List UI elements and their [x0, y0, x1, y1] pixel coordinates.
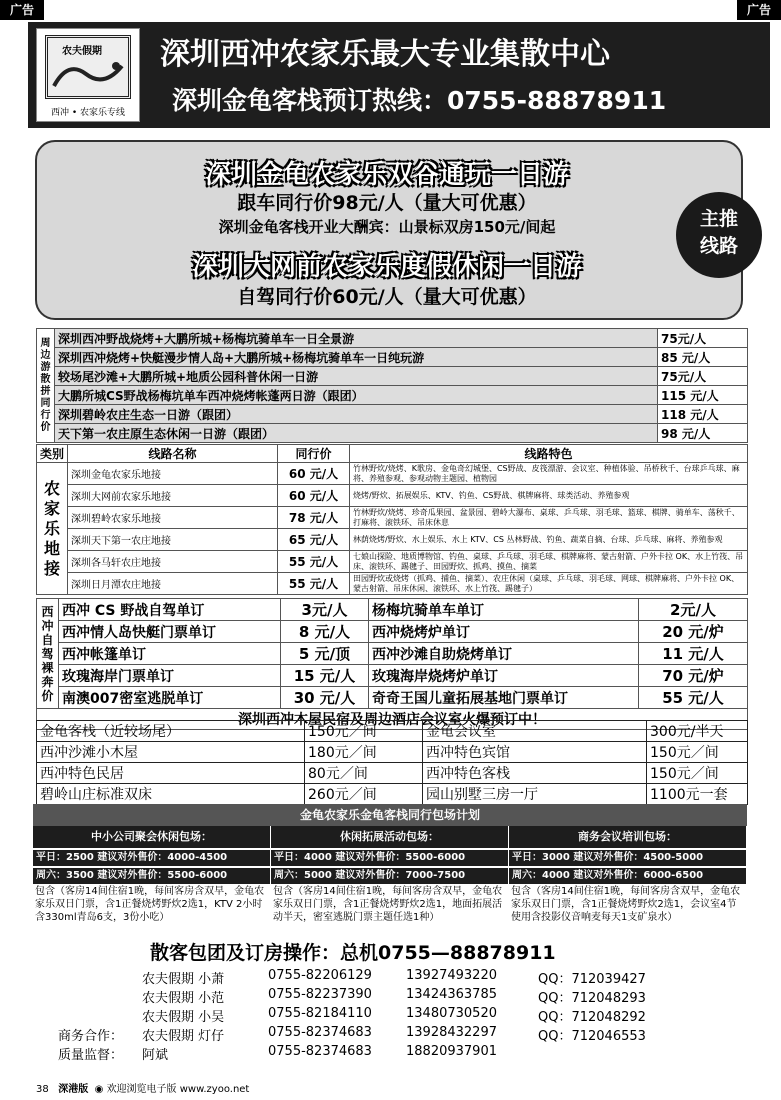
tour-row	[37, 405, 748, 424]
self-price-a: 30 元/人	[281, 687, 369, 709]
contact-t: 0755-82184110	[268, 1006, 372, 1021]
contact-n: 农夫假期 灯仔	[142, 1029, 225, 1044]
farm-price: 78 元/人	[278, 507, 350, 529]
self-price-a: 15 元/人	[281, 665, 369, 687]
farm-row	[37, 485, 748, 507]
self-price-a: 3元/人	[281, 599, 369, 621]
contact-n: 农夫假期 小范	[142, 991, 225, 1006]
tours-table	[36, 328, 748, 443]
plan-title: 金龟农家乐金龟客栈同行包场计划	[33, 804, 747, 826]
room-a-price: 260元／间	[305, 784, 423, 805]
room-row	[37, 742, 748, 763]
plan-weekday: 平日：2500 建议对外售价：4000-4500	[33, 850, 270, 866]
self-item-b: 奇奇王国儿童拓展基地门票单订	[369, 687, 639, 709]
hotline: 深圳金龟客栈预订热线：0755-88878911	[172, 86, 667, 115]
footer-logo-icon: ◉	[94, 1084, 104, 1095]
room-b: 金龟会议室	[423, 721, 647, 742]
package-plan	[33, 804, 747, 925]
self-row	[37, 665, 748, 687]
plan-col-title: 休闲拓展活动包场：	[271, 826, 508, 848]
farm-name: 深圳金龟农家乐地接	[68, 463, 278, 485]
room-b: 园山别墅三房一厅	[423, 784, 647, 805]
room-row	[37, 721, 748, 742]
room-b: 西冲特色客栈	[423, 763, 647, 784]
plan-includes: 包含（客房14间住宿1晚，每间客房含双早，金龟农家乐双日门票，含1正餐烧烤野炊2选1，地面拓展活动半天，密室逃脱门票主题任选1种）	[271, 884, 508, 925]
farm-name: 深圳日月潭农庄地接	[68, 573, 278, 595]
self-price-b: 2元/人	[639, 599, 748, 621]
plan-saturday: 周六：4000 建议对外售价：6000-6500	[509, 868, 746, 884]
tour-price: 118 元/人	[658, 405, 748, 424]
farm-row	[37, 529, 748, 551]
promo-line-4: 深圳大网前农家乐度假休闲一日游	[191, 252, 582, 282]
farm-features: 七娘山探险、地质博物馆、钓鱼、桌球、乒乓球、羽毛球、棋牌麻将、蒙古射箭、户外卡拉 OK、水上竹筏、吊床、滚铁环、踢毽子、田园野炊、抓鸡、摸鱼、摘菜	[350, 551, 748, 573]
farm-features: 烧烤/野炊、拓展娱乐、KTV、钓鱼、CS野战、棋牌麻将、球类活动、养殖参观	[350, 485, 748, 507]
tour-name: 深圳西冲烧烤+快艇漫步情人岛+大鹏所城+杨梅坑骑单车一日纯玩游	[55, 348, 658, 367]
self-item-a: 西冲帐篷单订	[59, 643, 281, 665]
tour-name: 深圳碧岭农庄生态一日游（跟团）	[55, 405, 658, 424]
contact-n: 农夫假期 小吴	[142, 1010, 225, 1025]
farm-features: 田园野炊或烧烤（抓鸡、捕鱼、摘菜）、农庄休闲（桌球、乒乓球、羽毛球、网球、棋牌麻将、户外卡拉 OK、蒙古射箭、吊床休闲、滚铁环、水上竹筏、踢毽子）	[350, 573, 748, 595]
self-item-b: 玫瑰海岸烧烤炉单订	[369, 665, 639, 687]
tour-name: 较场尾沙滩+大鹏所城+地质公园科普休闲一日游	[55, 367, 658, 386]
farm-features: 竹林野炊/烧烤、珍奇瓜果园、盆景园、碧岭大瀑布、桌球、乒乓球、羽毛球、篮球、棋牌、骑单车、荡秋千、打麻将、滚铁环、吊床休息	[350, 507, 748, 529]
farm-features: 林荫烧烤/野炊、水上娱乐、水上 KTV、CS 丛林野战、钓鱼、蔬菜自摘、台球、乒乓球、麻将、养殖参观	[350, 529, 748, 551]
tour-name: 天下第一农庄原生态休闲一日游（跟团）	[55, 424, 658, 443]
contact-pre: 质量监督：	[58, 1048, 124, 1063]
farm-row	[37, 573, 748, 595]
plan-saturday: 周六：3500 建议对外售价：5500-6000	[33, 868, 270, 884]
tour-price: 115 元/人	[658, 386, 748, 405]
self-label: 西冲自驾裸奔价	[37, 599, 59, 709]
ad-tag-right: 广告	[737, 0, 781, 20]
self-row	[37, 687, 748, 709]
room-a-price: 180元／间	[305, 742, 423, 763]
tour-row	[37, 386, 748, 405]
self-item-b: 西冲烧烤炉单订	[369, 621, 639, 643]
contact-q: QQ：712048293	[538, 991, 646, 1006]
contact-q: QQ：712048292	[538, 1010, 646, 1025]
contact-m: 13480730520	[406, 1006, 497, 1021]
farm-name: 深圳各马轩农庄地接	[68, 551, 278, 573]
plan-includes: 包含（客房14间住宿1晚，每间客房含双早，金龟农家乐双日门票，含1正餐烧烤野炊2选1，会议室4节使用含投影仪音响麦每天1支矿泉水）	[509, 884, 746, 925]
plan-saturday: 周六：5000 建议对外售价：7000-7500	[271, 868, 508, 884]
tour-price: 85 元/人	[658, 348, 748, 367]
plan-column	[509, 826, 747, 925]
room-row	[37, 784, 748, 805]
plan-weekday: 平日：3000 建议对外售价：4500-5000	[509, 850, 746, 866]
self-drive-table	[36, 598, 748, 730]
plan-col-title: 商务会议培训包场：	[509, 826, 746, 848]
contact-t: 0755-82374683	[268, 1044, 372, 1059]
room-a-price: 80元／间	[305, 763, 423, 784]
self-item-a: 南澳007密室逃脱单订	[59, 687, 281, 709]
rooms-table	[36, 720, 748, 805]
self-price-b: 20 元/炉	[639, 621, 748, 643]
room-a: 西冲沙滩小木屋	[37, 742, 305, 763]
room-a: 金龟客栈（近较场尾）	[37, 721, 305, 742]
contact-m: 13424363785	[406, 987, 497, 1002]
tours-label: 周边游散拼同行价	[37, 329, 55, 443]
farm-header-row	[37, 445, 748, 463]
room-b: 西冲特色宾馆	[423, 742, 647, 763]
featured-badge: 主推 线路	[676, 192, 762, 278]
tour-name: 深圳西冲野战烧烤+大鹏所城+杨梅坑骑单车一日全景游	[55, 329, 658, 348]
tour-price: 75元/人	[658, 367, 748, 386]
contact-t: 0755-82206129	[268, 968, 372, 983]
contact-m: 18820937901	[406, 1044, 497, 1059]
tour-name: 大鹏所城CS野战杨梅坑单车西冲烧烤帐蓬两日游（跟团）	[55, 386, 658, 405]
tour-row	[37, 424, 748, 443]
room-b-price: 150元／间	[647, 763, 748, 784]
room-b-price: 150元／间	[647, 742, 748, 763]
contact-q: QQ：712039427	[538, 972, 646, 987]
farm-table	[36, 444, 748, 595]
self-row	[37, 621, 748, 643]
self-item-b: 杨梅坑骑单车单订	[369, 599, 639, 621]
farm-h-feat: 线路特色	[350, 445, 748, 463]
footer: 38 深港版 ◉ 欢迎浏览电子版 www.zyoo.net	[36, 1084, 250, 1095]
self-price-b: 70 元/炉	[639, 665, 748, 687]
self-item-a: 西冲情人岛快艇门票单订	[59, 621, 281, 643]
farm-row	[37, 463, 748, 485]
self-price-a: 5 元/顶	[281, 643, 369, 665]
farm-price: 60 元/人	[278, 463, 350, 485]
farm-price: 65 元/人	[278, 529, 350, 551]
farm-name: 深圳大网前农家乐地接	[68, 485, 278, 507]
tour-row	[37, 329, 748, 348]
promo-panel	[35, 140, 743, 320]
self-price-b: 11 元/人	[639, 643, 748, 665]
contact-n: 阿斌	[142, 1048, 169, 1063]
promo-line-2: 跟车同行价98元/人（量大可优惠）	[237, 192, 537, 214]
plan-column	[33, 826, 271, 925]
promo-line-5: 自驾同行价60元/人（量大可优惠）	[237, 286, 537, 308]
self-price-b: 55 元/人	[639, 687, 748, 709]
contact-m: 13928432297	[406, 1025, 497, 1040]
logo-sub: 西冲 • 农家乐专线	[50, 108, 126, 118]
farm-category: 农家乐地接	[37, 463, 68, 595]
tour-row	[37, 348, 748, 367]
self-item-b: 西冲沙滩自助烧烤单订	[369, 643, 639, 665]
dragon-logo-icon: 农夫假期	[45, 35, 131, 99]
contact-section	[150, 938, 556, 965]
logo	[36, 28, 140, 122]
farm-price: 55 元/人	[278, 573, 350, 595]
contact-pre: 商务合作：	[58, 1029, 124, 1044]
farm-name: 深圳碧岭农家乐地接	[68, 507, 278, 529]
farm-row	[37, 507, 748, 529]
contact-q: QQ：712046553	[538, 1029, 646, 1044]
room-a: 碧岭山庄标准双床	[37, 784, 305, 805]
room-row	[37, 763, 748, 784]
farm-h-name: 线路名称	[68, 445, 278, 463]
tour-price: 98 元/人	[658, 424, 748, 443]
self-item-a: 玫瑰海岸门票单订	[59, 665, 281, 687]
room-a: 西冲特色民居	[37, 763, 305, 784]
contact-t: 0755-82237390	[268, 987, 372, 1002]
plan-col-title: 中小公司聚会休闲包场：	[33, 826, 270, 848]
main-title: 深圳西冲农家乐最大专业集散中心	[160, 37, 610, 72]
farm-h-price: 同行价	[278, 445, 350, 463]
contact-m: 13927493220	[406, 968, 497, 983]
contact-title: 散客包团及订房操作：总机0755—88878911	[150, 942, 556, 964]
self-row	[37, 599, 748, 621]
tour-price: 75元/人	[658, 329, 748, 348]
farm-h-cat: 类别	[37, 445, 68, 463]
promo-line-1: 深圳金龟农家乐双谷通玩一日游	[204, 160, 569, 190]
plan-weekday: 平日：4000 建议对外售价：5500-6000	[271, 850, 508, 866]
plan-column	[271, 826, 509, 925]
self-price-a: 8 元/人	[281, 621, 369, 643]
contact-t: 0755-82374683	[268, 1025, 372, 1040]
room-b-price: 300元/半天	[647, 721, 748, 742]
self-row	[37, 643, 748, 665]
room-b-price: 1100元一套	[647, 784, 748, 805]
booking-band: 深圳西冲木屋民宿及周边酒店会议室火爆预订中！	[37, 709, 748, 730]
self-item-a: 西冲 CS 野战自驾单订	[59, 599, 281, 621]
ad-tag-left: 广告	[0, 0, 44, 20]
plan-includes: 包含（客房14间住宿1晚，每间客房含双早，金龟农家乐双日门票，含1正餐烧烤野炊2选1，KTV 2小时含330ml青岛6支，3份小吃）	[33, 884, 270, 925]
room-a-price: 150元／间	[305, 721, 423, 742]
farm-price: 55 元/人	[278, 551, 350, 573]
contact-n: 农夫假期 小萧	[142, 972, 225, 987]
farm-features: 竹林野炊/烧烤、K歌房、金龟奇幻城堡、CS野战、皮筏漂游、会议室、种植体验、吊桥秋千、台球乒乓球、麻将、养殖参观、参观动物主题园、植物园	[350, 463, 748, 485]
farm-price: 60 元/人	[278, 485, 350, 507]
farm-name: 深圳天下第一农庄地接	[68, 529, 278, 551]
promo-line-3: 深圳金龟客栈开业大酬宾：山景标双房150元/间起	[218, 218, 556, 236]
tour-row	[37, 367, 748, 386]
farm-row	[37, 551, 748, 573]
